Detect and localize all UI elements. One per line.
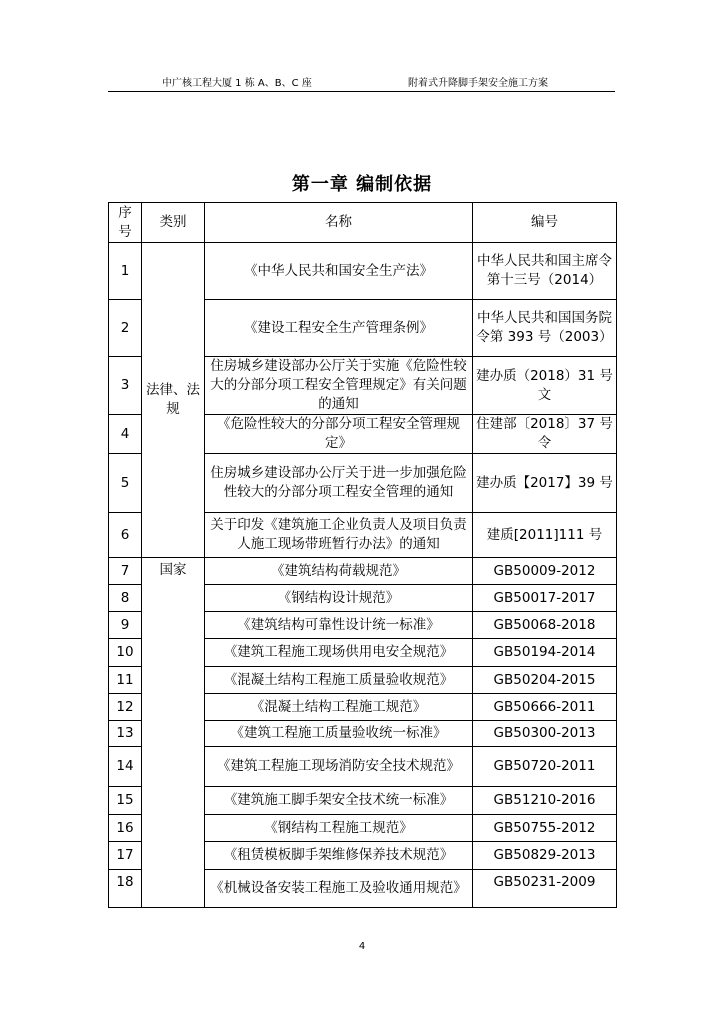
row-name: 《建筑施工脚手架安全技术统一标准》	[205, 787, 473, 815]
row-name: 《机械设备安装工程施工及验收通用规范》	[205, 870, 473, 908]
row-code: GB50068-2018	[473, 612, 617, 639]
row-no: 5	[109, 454, 142, 513]
row-no: 18	[109, 870, 142, 908]
row-name: 《危险性较大的分部分项工程安全管理规定》	[205, 415, 473, 454]
category-cell: 法律、法规	[142, 243, 205, 558]
table-header-row	[109, 203, 617, 243]
row-name: 《钢结构工程施工规范》	[205, 815, 473, 842]
row-code: 建办质【2017】39 号	[473, 454, 617, 513]
table-row	[109, 243, 617, 300]
row-code: GB50204-2015	[473, 667, 617, 694]
row-no: 1	[109, 243, 142, 300]
row-no: 8	[109, 585, 142, 612]
row-no: 16	[109, 815, 142, 842]
header-divider	[108, 91, 615, 92]
row-no: 3	[109, 357, 142, 415]
row-no: 17	[109, 842, 142, 870]
row-name: 《建筑工程施工现场消防安全技术规范》	[205, 747, 473, 787]
row-no: 13	[109, 721, 142, 747]
row-name: 《建筑结构可靠性设计统一标准》	[205, 612, 473, 639]
row-name: 住房城乡建设部办公厅关于实施《危险性较大的分部分项工程安全管理规定》有关问题的通知	[205, 357, 473, 415]
row-code: 建质[2011]111 号	[473, 513, 617, 558]
row-code: 住建部〔2018〕37 号令	[473, 415, 617, 454]
row-no: 11	[109, 667, 142, 694]
category-cell: 国家	[142, 558, 205, 908]
header-right-text: 附着式升降脚手架安全施工方案	[408, 78, 548, 89]
row-name: 《建设工程安全生产管理条例》	[205, 300, 473, 357]
row-name: 《建筑工程施工质量验收统一标准》	[205, 721, 473, 747]
row-code: GB50231-2009	[473, 870, 617, 908]
row-code: GB50017-2017	[473, 585, 617, 612]
row-name: 《建筑结构荷载规范》	[205, 558, 473, 585]
row-code: GB50194-2014	[473, 639, 617, 667]
row-no: 12	[109, 694, 142, 721]
row-name: 《钢结构设计规范》	[205, 585, 473, 612]
row-code: 建办质（2018）31 号文	[473, 357, 617, 415]
table-row	[109, 558, 617, 585]
row-no: 10	[109, 639, 142, 667]
row-code: 中华人民共和国主席令第十三号（2014）	[473, 243, 617, 300]
row-no: 14	[109, 747, 142, 787]
col-header-code: 编号	[473, 203, 617, 243]
row-name: 《混凝土结构工程施工规范》	[205, 694, 473, 721]
row-code: GB50829-2013	[473, 842, 617, 870]
row-code: GB50720-2011	[473, 747, 617, 787]
row-code: GB50009-2012	[473, 558, 617, 585]
row-no: 9	[109, 612, 142, 639]
row-no: 6	[109, 513, 142, 558]
row-code: 中华人民共和国国务院令第 393 号（2003）	[473, 300, 617, 357]
row-code: GB50300-2013	[473, 721, 617, 747]
col-header-name: 名称	[205, 203, 473, 243]
row-name: 《租赁模板脚手架维修保养技术规范》	[205, 842, 473, 870]
basis-table	[108, 202, 617, 908]
row-name: 《中华人民共和国安全生产法》	[205, 243, 473, 300]
row-no: 15	[109, 787, 142, 815]
row-no: 2	[109, 300, 142, 357]
row-name: 《混凝土结构工程施工质量验收规范》	[205, 667, 473, 694]
row-no: 7	[109, 558, 142, 585]
row-no: 4	[109, 415, 142, 454]
row-code: GB51210-2016	[473, 787, 617, 815]
row-name: 住房城乡建设部办公厅关于进一步加强危险性较大的分部分项工程安全管理的通知	[205, 454, 473, 513]
page-header	[108, 74, 614, 88]
header-left-text: 中广核工程大厦 1 栋 A、B、C 座	[162, 78, 312, 89]
page-number: 4	[358, 941, 366, 952]
row-code: GB50666-2011	[473, 694, 617, 721]
row-name: 关于印发《建筑施工企业负责人及项目负责人施工现场带班暂行办法》的通知	[205, 513, 473, 558]
col-header-category: 类别	[142, 203, 205, 243]
chapter-title: 第一章 编制依据	[291, 174, 433, 195]
col-header-no: 序号	[109, 203, 142, 243]
row-code: GB50755-2012	[473, 815, 617, 842]
row-name: 《建筑工程施工现场供用电安全规范》	[205, 639, 473, 667]
